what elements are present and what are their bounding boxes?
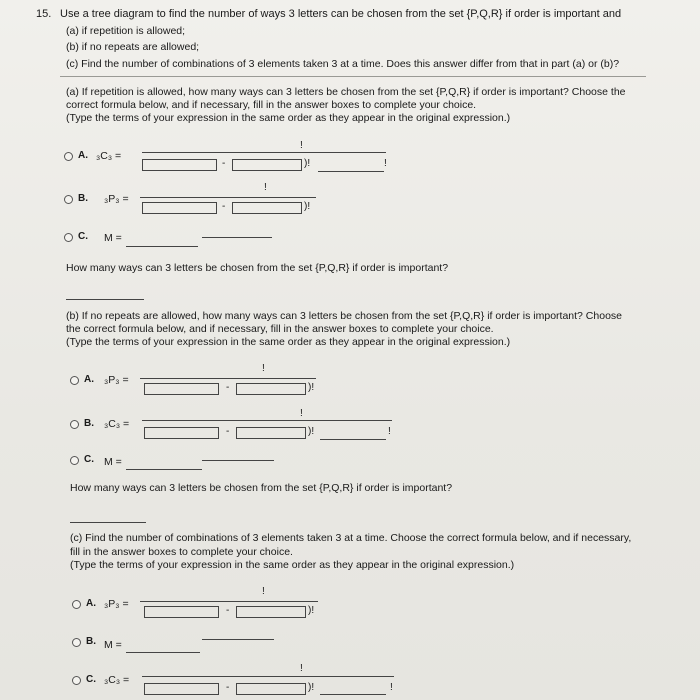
part-b-option-c-letter: C. [84, 454, 94, 465]
part-a-c-answer-box[interactable] [126, 246, 198, 247]
part-c-c-box-3[interactable] [320, 694, 386, 695]
minus-sign: - [226, 426, 230, 437]
part-b-option-a-letter: A. [84, 374, 94, 385]
part-c-instruction-2: fill in the answer boxes to complete your choice. [70, 546, 293, 558]
part-a-option-b-letter: B. [78, 193, 88, 204]
part-b-instruction-1: (b) If no repeats are allowed, how many ways can 3 letters be chosen from the set {P,Q,R} if order is important? Choose [66, 310, 623, 322]
part-b-a-box-1[interactable] [144, 383, 219, 395]
factorial-mark: ! [390, 682, 393, 693]
minus-sign: - [226, 382, 230, 393]
part-c-option-a-formula: ₃P₃ = [104, 598, 129, 610]
problem-part-b: (b) if no repeats are allowed; [66, 41, 200, 53]
part-b-option-c-formula: M = [104, 456, 122, 468]
fraction-bar [140, 197, 316, 198]
part-a-b-box-2[interactable] [232, 202, 302, 214]
fraction-bar [142, 152, 386, 153]
part-c-option-c-formula: ₃C₃ = [104, 674, 130, 686]
part-c-option-c-radio[interactable] [72, 676, 81, 685]
minus-sign: - [226, 682, 230, 693]
part-c-instruction-1: (c) Find the number of combinations of 3 elements taken 3 at a time. Choose the correct formula below, and if necessary, [70, 532, 632, 544]
part-a-option-b-formula: ₃P₃ = [104, 193, 129, 205]
factorial-mark: ! [300, 408, 303, 419]
part-c-option-a-letter: A. [86, 598, 96, 609]
part-b-answer-box[interactable] [70, 522, 146, 523]
part-a-a-box-3[interactable] [318, 171, 384, 172]
factorial-mark: ! [300, 663, 303, 674]
part-c-c-box-1[interactable] [144, 683, 219, 695]
close-paren-factorial: )! [308, 605, 315, 616]
part-b-b-box-2[interactable] [236, 427, 306, 439]
part-b-b-box-3[interactable] [320, 439, 386, 440]
fraction-bar [140, 378, 316, 379]
part-b-option-a-radio[interactable] [70, 376, 79, 385]
minus-sign: - [222, 158, 226, 169]
decoration-line [202, 237, 272, 238]
close-paren-factorial: )! [304, 158, 311, 169]
part-b-question: How many ways can 3 letters be chosen from the set {P,Q,R} if order is important? [70, 482, 453, 494]
part-a-instruction-1: (a) If repetition is allowed, how many ways can 3 letters be chosen from the set {P,Q,R} if order is important? Choose the [66, 86, 626, 98]
part-a-option-c-formula: M = [104, 232, 122, 244]
part-a-option-a-formula: ₃C₃ = [96, 150, 122, 162]
decoration-line [202, 639, 274, 640]
part-c-option-c-letter: C. [86, 674, 96, 685]
part-a-a-box-2[interactable] [232, 159, 302, 171]
part-c-a-box-1[interactable] [144, 606, 219, 618]
part-a-b-box-1[interactable] [142, 202, 217, 214]
part-a-a-box-1[interactable] [142, 159, 217, 171]
close-paren-factorial: )! [304, 201, 311, 212]
factorial-mark: ! [388, 426, 391, 437]
part-c-b-answer-box[interactable] [126, 652, 200, 653]
part-b-option-a-formula: ₃P₃ = [104, 374, 129, 386]
close-paren-factorial: )! [308, 426, 315, 437]
part-a-question: How many ways can 3 letters be chosen from the set {P,Q,R} if order is important? [66, 262, 449, 274]
part-b-instruction-3: (Type the terms of your expression in the same order as they appear in the original expression.) [66, 336, 511, 348]
part-a-instruction-2: correct formula below, and if necessary, fill in the answer boxes to complete your choice. [66, 99, 477, 111]
section-divider [60, 76, 646, 77]
fraction-bar [140, 601, 318, 602]
factorial-mark: ! [262, 363, 265, 374]
part-b-option-b-letter: B. [84, 418, 94, 429]
close-paren-factorial: )! [308, 382, 315, 393]
part-c-a-box-2[interactable] [236, 606, 306, 618]
problem-number: 15. [36, 8, 52, 20]
factorial-mark: ! [384, 158, 387, 169]
part-b-option-b-formula: ₃C₃ = [104, 418, 130, 430]
minus-sign: - [222, 201, 226, 212]
part-a-option-c-letter: C. [78, 231, 88, 242]
problem-part-a: (a) if repetition is allowed; [66, 25, 186, 37]
part-b-c-answer-box[interactable] [126, 469, 202, 470]
factorial-mark: ! [262, 586, 265, 597]
part-a-option-b-radio[interactable] [64, 195, 73, 204]
part-c-option-b-formula: M = [104, 639, 122, 651]
problem-part-c: (c) Find the number of combinations of 3 elements taken 3 at a time. Does this answer differ from that in part (a) or (b)? [66, 58, 620, 70]
part-b-instruction-2: the correct formula below, and if necessary, fill in the answer boxes to complete your choice. [66, 323, 494, 335]
part-b-a-box-2[interactable] [236, 383, 306, 395]
minus-sign: - [226, 605, 230, 616]
part-c-option-a-radio[interactable] [72, 600, 81, 609]
decoration-line [202, 460, 274, 461]
part-b-option-c-radio[interactable] [70, 456, 79, 465]
fraction-bar [142, 420, 392, 421]
part-a-instruction-3: (Type the terms of your expression in the same order as they appear in the original expression.) [66, 112, 511, 124]
part-b-b-box-1[interactable] [144, 427, 219, 439]
factorial-mark: ! [264, 182, 267, 193]
part-c-instruction-3: (Type the terms of your expression in the same order as they appear in the original expression.) [70, 559, 515, 571]
part-c-option-b-letter: B. [86, 636, 96, 647]
fraction-bar [142, 676, 394, 677]
part-c-option-b-radio[interactable] [72, 638, 81, 647]
problem-prompt: Use a tree diagram to find the number of ways 3 letters can be chosen from the set {P,Q,R} if order is important and [60, 8, 622, 20]
part-c-c-box-2[interactable] [236, 683, 306, 695]
factorial-mark: ! [300, 140, 303, 151]
part-a-answer-box[interactable] [66, 299, 144, 300]
part-a-option-c-radio[interactable] [64, 233, 73, 242]
part-a-option-a-radio[interactable] [64, 152, 73, 161]
part-b-option-b-radio[interactable] [70, 420, 79, 429]
part-a-option-a-letter: A. [78, 150, 88, 161]
close-paren-factorial: )! [308, 682, 315, 693]
